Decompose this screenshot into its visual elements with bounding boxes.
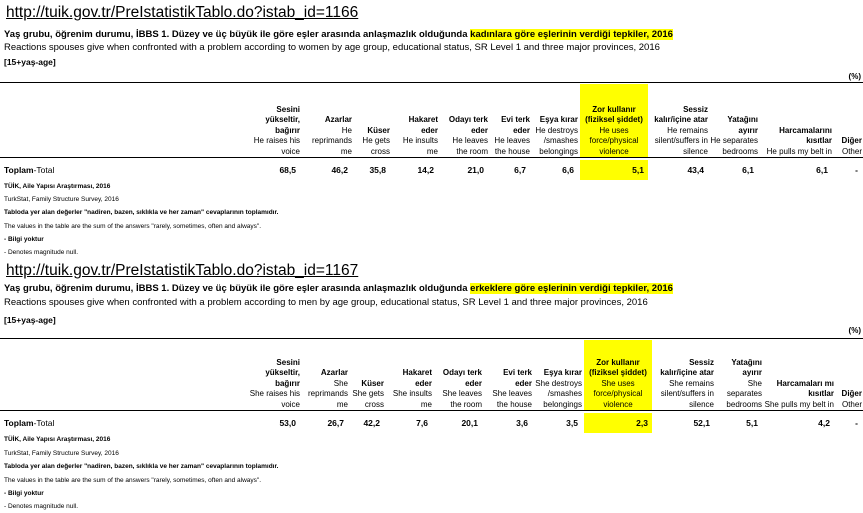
w-value-2: 35,8 <box>369 165 386 175</box>
women-header-bottom-rule <box>0 157 863 158</box>
women-table-link[interactable]: http://tuik.gov.tr/PreIstatistikTablo.do?istab_id=1166 <box>6 4 359 21</box>
w-col-header-4 <box>440 84 488 157</box>
w-col-header-en: He raises his voice <box>253 136 300 156</box>
w-col-header-tr: Sesini yükseltir, bağırır <box>265 104 300 135</box>
w-col-header-5 <box>490 84 530 157</box>
w-col-header-6 <box>532 84 578 157</box>
m-value-3: 7,6 <box>416 418 428 428</box>
w-value-9: 6,1 <box>742 165 754 175</box>
w-col-header-en: He insults me <box>402 136 438 156</box>
men-header-bottom-rule <box>0 410 863 411</box>
men-table-title <box>4 283 673 294</box>
m-col-header-tr: Odayı terk eder <box>442 368 482 388</box>
w-col-header-en: He leaves the room <box>452 136 488 156</box>
w-col-header-en: He gets cross <box>362 136 390 156</box>
w-col-header-tr: Küser <box>367 125 390 135</box>
w-col-header-tr: Evi terk eder <box>501 115 530 135</box>
women-title-highlight: kadınlara göre eşlerinin verdiği tepkiler, 2016 <box>470 29 673 40</box>
m-col-header-en: She insults me <box>392 389 432 409</box>
men-title-english: Reactions spouses give when confronted with a problem according to men by age group, educational status, SR Level 1 and three major provinces, 2016 <box>4 297 648 308</box>
m-col-header-en: She remains silent/suffers in silence <box>660 378 714 409</box>
men-title-text: Yaş grubu, öğrenim durumu, İBBS 1. Düzey ve üç büyük ile göre eşler arasında anlaşmazlık olduğunda <box>4 283 471 294</box>
m-col-header-tr: Eşya kırar <box>543 368 582 377</box>
m-value-8: 52,1 <box>693 418 710 428</box>
men-nil-note-tr: - Bilgi yoktur <box>4 490 44 497</box>
w-col-header-0 <box>248 84 300 157</box>
w-col-header-en: Other <box>841 146 862 156</box>
men-table-section <box>0 262 863 513</box>
m-value-1: 26,7 <box>327 418 344 428</box>
women-row-label-en: -Total <box>33 165 55 175</box>
m-col-header-5 <box>484 340 532 410</box>
w-value-1: 46,2 <box>331 165 348 175</box>
w-col-header-en: He pulls my belt in <box>766 146 832 156</box>
w-col-header-tr: Odayı terk eder <box>448 115 488 135</box>
m-col-header-11 <box>834 340 862 410</box>
w-col-header-tr: Eşya kırar <box>539 115 578 124</box>
w-col-header-tr: Yatağını ayırır <box>727 115 758 135</box>
men-age-label: [15+yaş-age] <box>4 315 56 325</box>
women-age-label: [15+yaş-age] <box>4 57 56 67</box>
women-row-label-tr: Toplam <box>4 165 34 175</box>
w-value-8: 43,4 <box>687 165 704 175</box>
w-value-3: 14,2 <box>417 165 434 175</box>
men-nil-note-en: - Denotes magnitude null. <box>4 503 79 510</box>
m-col-header-tr: Azarlar <box>320 368 348 377</box>
m-col-header-tr: Diğer <box>841 389 862 398</box>
m-col-header-en: She uses force/physical violence <box>593 378 643 409</box>
w-col-header-1 <box>302 84 352 157</box>
m-col-header-en: She destroys /smashes belongings <box>535 378 582 409</box>
m-col-header-6 <box>534 340 582 410</box>
m-value-7: 2,3 <box>636 418 648 428</box>
m-col-header-1 <box>302 340 348 410</box>
w-col-header-8 <box>650 84 708 157</box>
women-title-english: Reactions spouses give when confronted with a problem according to women by age group, educational status, SR Level 1 and three major provinces, 2016 <box>4 42 660 53</box>
men-sum-note-en: The values in the table are the sum of the answers "rarely, sometimes, often and always". <box>4 477 262 484</box>
m-col-header-8 <box>654 340 714 410</box>
w-col-header-en: He separates bedrooms <box>710 136 758 156</box>
women-nil-note-en: - Denotes magnitude null. <box>4 249 79 256</box>
men-row-label-tr: Toplam <box>4 418 34 428</box>
women-row-label <box>4 165 54 175</box>
men-row-label <box>4 418 54 428</box>
w-col-header-tr: Hakaret eder <box>408 115 438 135</box>
m-col-header-en: She leaves the house <box>492 389 532 409</box>
m-col-header-en: She pulls my belt in <box>764 399 834 409</box>
men-row-label-en: -Total <box>33 418 55 428</box>
men-percent-label: (%) <box>848 326 861 335</box>
m-col-header-en: Other <box>841 399 862 409</box>
w-col-header-tr: Zor kullanır (fiziksel şiddet) <box>585 104 643 124</box>
w-value-10: 6,1 <box>816 165 828 175</box>
w-col-header-tr: Azarlar <box>324 115 352 124</box>
w-col-header-tr: Sessiz kalır/içine atar <box>654 104 708 124</box>
w-col-header-en: He remains silent/suffers in silence <box>654 125 708 156</box>
w-col-header-11 <box>834 84 862 157</box>
m-value-0: 53,0 <box>279 418 296 428</box>
m-col-header-en: She gets cross <box>352 389 384 409</box>
women-header-top-rule <box>0 82 863 83</box>
m-col-header-2 <box>350 340 384 410</box>
w-col-header-10 <box>760 84 832 157</box>
w-col-header-en: He uses force/physical violence <box>589 125 639 156</box>
m-col-header-3 <box>386 340 432 410</box>
m-col-header-tr: Sesini yükseltir, bağırır <box>265 357 300 388</box>
w-value-6: 6,6 <box>562 165 574 175</box>
w-col-header-en: He destroys /smashes belongings <box>535 125 578 156</box>
w-col-header-3 <box>392 84 438 157</box>
m-col-header-en: She leaves the room <box>442 389 482 409</box>
women-sum-note-tr: Tabloda yer alan değerler "nadiren, bazen, sıklıkla ve her zaman" cevaplarının toplamıdır. <box>4 209 279 216</box>
women-source-en: TurkStat, Family Structure Survey, 2016 <box>4 196 119 203</box>
m-col-header-en: She separates bedrooms <box>726 378 762 409</box>
w-col-header-en: He leaves the house <box>494 136 530 156</box>
w-col-header-tr: Harcamalarını kısıtlar <box>779 125 832 145</box>
w-value-11: - <box>855 165 858 175</box>
women-source-tr: TÜİK, Aile Yapısı Araştırması, 2016 <box>4 183 111 190</box>
m-value-11: - <box>855 418 858 428</box>
w-col-header-9 <box>710 84 758 157</box>
w-col-header-7 <box>580 84 648 157</box>
m-col-header-en: She raises his voice <box>249 389 300 409</box>
men-sum-note-tr: Tabloda yer alan değerler "nadiren, bazen, sıklıkla ve her zaman" cevaplarının toplamıdır. <box>4 463 279 470</box>
m-col-header-tr: Sessiz kalır/içine atar <box>660 357 714 377</box>
m-col-header-tr: Yatağını ayırır <box>731 357 762 377</box>
m-col-header-9 <box>716 340 762 410</box>
w-col-header-tr: Diğer <box>841 136 862 145</box>
m-col-header-tr: Evi terk eder <box>503 368 532 388</box>
m-col-header-10 <box>764 340 834 410</box>
m-value-10: 4,2 <box>818 418 830 428</box>
men-header-top-rule <box>0 338 863 339</box>
w-col-header-en: He reprimands me <box>311 125 352 156</box>
men-title-highlight: erkeklere göre eşlerinin verdiği tepkiler, 2016 <box>470 283 673 294</box>
m-value-5: 3,6 <box>516 418 528 428</box>
m-col-header-4 <box>434 340 482 410</box>
w-value-5: 6,7 <box>514 165 526 175</box>
women-table-title <box>4 29 673 40</box>
w-value-4: 21,0 <box>467 165 484 175</box>
w-value-0: 68,5 <box>279 165 296 175</box>
m-value-6: 3,5 <box>566 418 578 428</box>
m-value-9: 5,1 <box>746 418 758 428</box>
women-percent-label: (%) <box>848 72 861 81</box>
m-col-header-en: She reprimands me <box>307 378 348 409</box>
m-col-header-0 <box>248 340 300 410</box>
w-value-7: 5,1 <box>632 165 644 175</box>
m-col-header-tr: Hakaret eder <box>402 368 432 388</box>
women-title-text: Yaş grubu, öğrenim durumu, İBBS 1. Düzey ve üç büyük ile göre eşler arasında anlaşmazlık olduğunda <box>4 29 471 40</box>
m-col-header-tr: Harcamaları mı kısıtlar <box>776 378 834 398</box>
m-value-4: 20,1 <box>461 418 478 428</box>
men-table-link[interactable]: http://tuik.gov.tr/PreIstatistikTablo.do?istab_id=1167 <box>6 262 359 279</box>
m-col-header-tr: Küser <box>361 378 384 388</box>
women-nil-note-tr: - Bilgi yoktur <box>4 236 44 243</box>
women-sum-note-en: The values in the table are the sum of the answers "rarely, sometimes, often and always". <box>4 223 262 230</box>
m-col-header-tr: Zor kullanır (fiziksel şiddet) <box>589 357 647 377</box>
m-value-2: 42,2 <box>363 418 380 428</box>
men-source-en: TurkStat, Family Structure Survey, 2016 <box>4 450 119 457</box>
m-col-header-7 <box>584 340 652 410</box>
w-col-header-2 <box>354 84 390 157</box>
men-source-tr: TÜİK, Aile Yapısı Araştırması, 2016 <box>4 436 111 443</box>
